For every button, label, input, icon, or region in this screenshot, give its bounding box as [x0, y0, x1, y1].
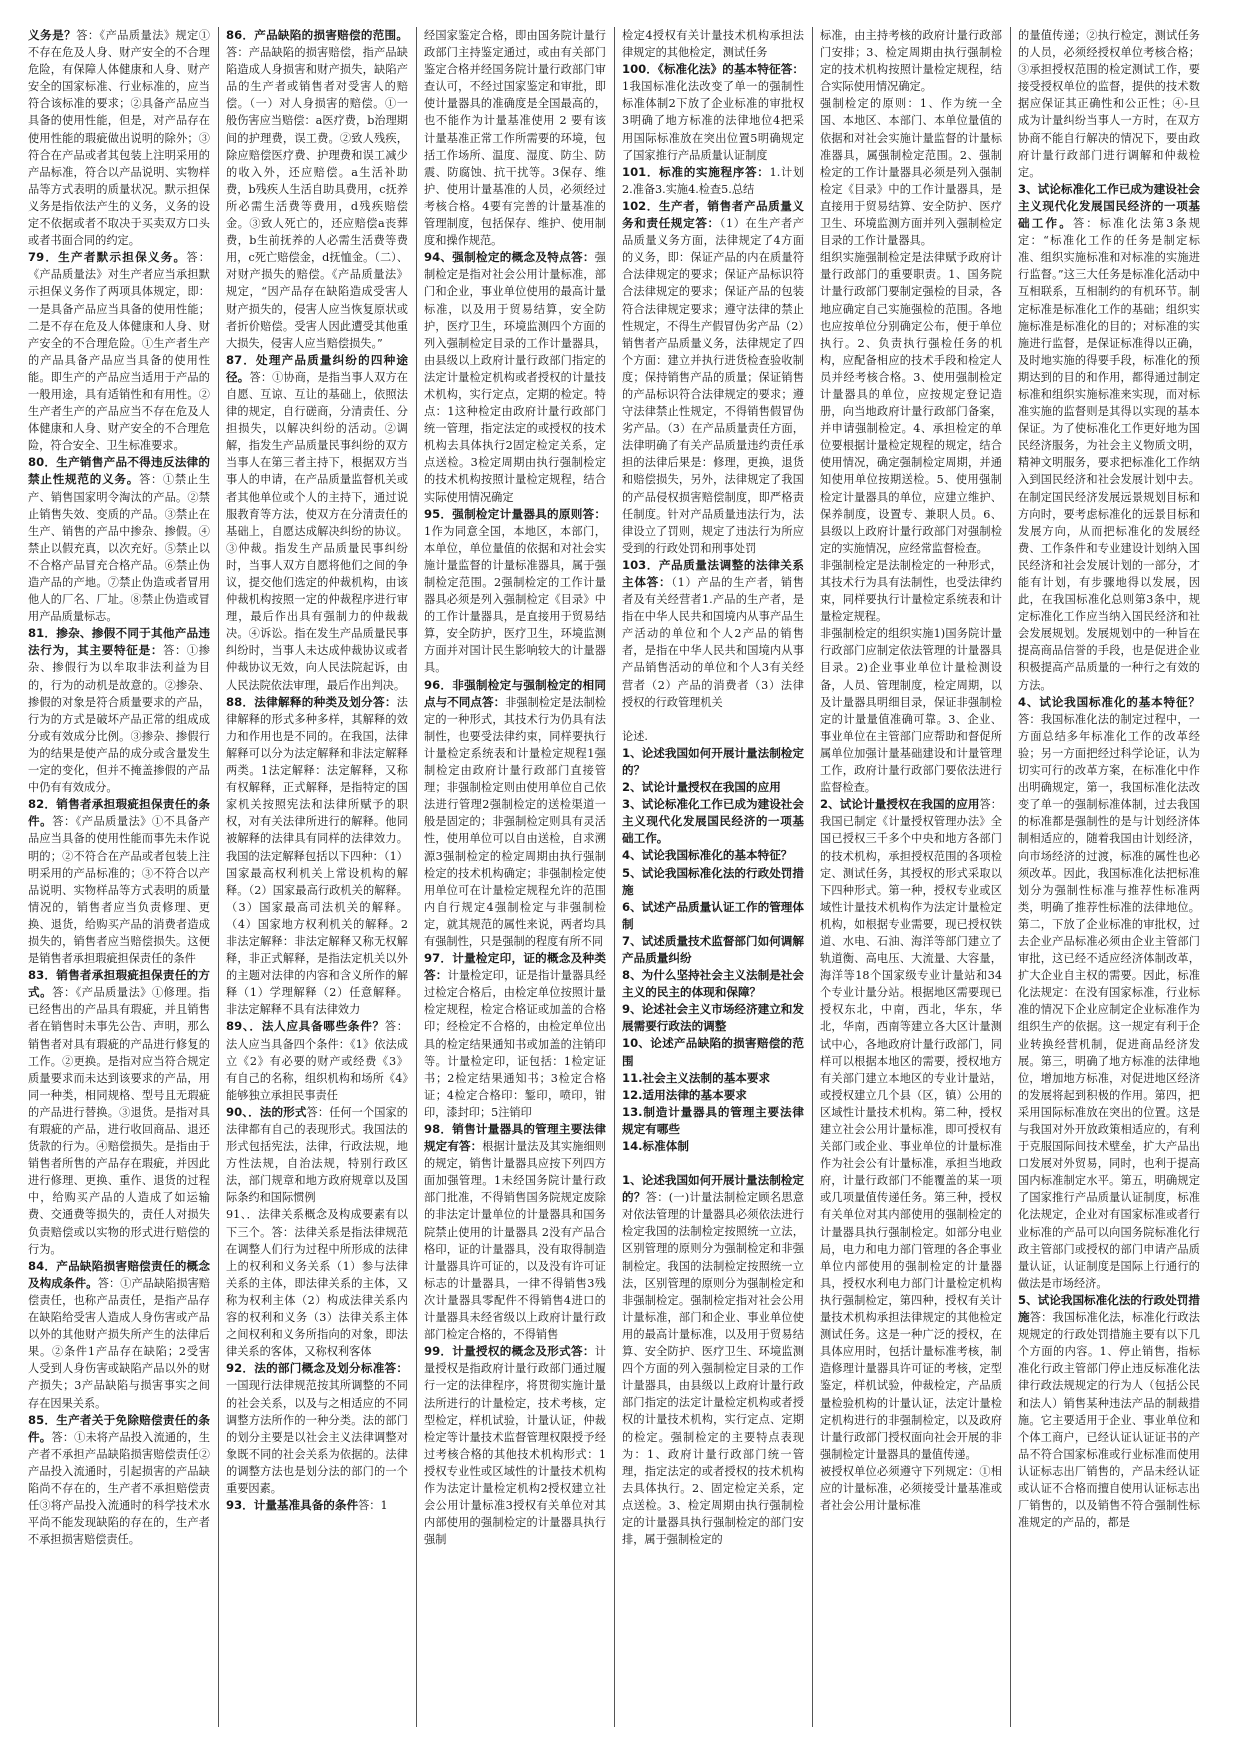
question-heading: 2、试论计量授权在我国的应用 [622, 780, 781, 795]
column-divider [614, 27, 615, 1727]
question-heading: 5、试论我国标准化法的行政处罚措施 [1018, 1292, 1200, 1325]
answer-text: 答：①未将产品投入流通的，生产者不承担产品缺陷损害赔偿责任②产品投入流通时，引起损害的产品缺陷尚不存在的，生产者不承担赔偿责任③将产品投入流通时的科学技术水平尚不能发现缺陷的存在的，生产者不承担损害赔偿责任。 [28, 1430, 210, 1547]
answer-text: 非强制检定是法制检定的一种形式，其技术行为仍具有法制性，也要受法律约束，同样要执行计量检定系统表和计量检定规程1强制检定由政府计量行政部门直接管理；非强制检定则由使用单位自己依法进行管理2强制检定的送检渠道一般是固定的；非强制检定则具有灵活性，使用单位可以自由送检，自求溯源3强制检定的检定周期由执行强制检定的技术机构确定；非强制检定使用单位可在计量检定规程允许的范围内自行规定4强制检定与非强制检定，就其规范的属性来说，两者均具有强制性，只是强制的程度有所不同 [424, 695, 606, 948]
paragraph [622, 1035, 804, 1069]
question-heading: 10、论述产品缺陷的损害赔偿的范围 [622, 1036, 804, 1068]
answer-text: 答：任何一个国家的法律都有自己的表现形式。我国法的形式包括宪法，法律，行政法规，地方性法规，自治法规，特别行政区法，部门规章和地方政府规章以及国际条约和国际惯例 [226, 1105, 408, 1205]
paragraph [622, 899, 804, 933]
paragraph [226, 27, 408, 352]
paragraph [622, 933, 804, 967]
question-heading: 义务是？ [28, 28, 77, 42]
column-6 [1018, 27, 1200, 1727]
paragraph [622, 1070, 804, 1087]
paragraph [622, 1001, 804, 1035]
paragraph [226, 694, 408, 1019]
paragraph [622, 1138, 804, 1155]
question-heading: 103．产品质量法调整的法律关系主体答： [622, 557, 804, 589]
paragraph [226, 1206, 408, 1360]
paragraph [424, 1121, 606, 1343]
paragraph [622, 27, 804, 61]
question-heading: 90、．法的形式 [226, 1104, 307, 1119]
answer-text: 强制检定的原则：1、作为统一全国、本地区、本部门、本单位量值的依据和对社会实施计量监督的计量标准器具，属强制检定范围。2、强制检定的工作计量器具必须是列入强制检定《目录》中的工作计量器具，是直接用于贸易结算、安全防护、医疗卫生、环境监测方面并列入强制检定目录的工作计量器具。 [820, 97, 1002, 248]
question-heading: 92．法的部门概念及划分标准答： [226, 1361, 408, 1376]
question-heading: 95．强制检定计量器具的原则答： [424, 506, 606, 521]
answer-text: 答：①禁止生产、销售国家明令淘汰的产品。②禁止销售失效、变质的产品。③禁止在生产、销售的产品中掺杂、掺假。④禁止以假充真，以次充好。⑤禁止以不合格产品冒充合格产品。⑥禁止伪造产品的产地。⑦禁止伪造或者冒用他人的厂名、厂址。⑧禁止伪造或冒用产品质量标志。 [28, 473, 210, 624]
paragraph [1018, 181, 1200, 694]
column-divider [416, 27, 417, 1727]
question-heading: 1、论述我国如何开展计量法制检定的？ [622, 745, 804, 777]
question-heading: 102．生产者，销售者产品质量义务和责任规定答： [622, 198, 804, 231]
paragraph [226, 352, 408, 694]
question-heading: 81．掺杂、掺假不同于其他产品违法行为，其主要特征是： [28, 626, 210, 658]
paragraph [622, 745, 804, 779]
paragraph [28, 625, 210, 796]
paragraph [622, 967, 804, 1001]
answer-text: 答：《产品质量法》对生产者应当承担默示担保义务作了两项具体规定，即：一是具备产品应当具备的使用性能；二是不存在危及人体健康和人身、财产安全的不合理危险。①生产者生产的产品具备产品应当具备的使用性能。即生产的产品应当适用于产品的一般用途，具有适销性和有用性。②生产者生产的产品应当不存在危及人体健康和人身、财产安全的不合理危险，符合安全、卫生标准要求。 [28, 251, 210, 453]
answer-text: 检定4授权有关计量技术机构承担法律规定的其他检定，测试任务 [622, 29, 804, 60]
column-divider [218, 27, 219, 1727]
question-heading: 97．计量检定印，证的概念及种类答： [424, 951, 606, 983]
question-heading: 1、论述我国如何开展计量法制检定的？ [622, 1173, 804, 1205]
question-heading: 12.适用法律的基本要求 [622, 1087, 747, 1102]
question-heading: 4、试论我国标准化的基本特征？ [622, 848, 793, 863]
paragraph [424, 950, 606, 1121]
paragraph [622, 1172, 804, 1548]
answer-text: 标准，由主持考核的政府计量行政部门安排；3、检定周期由执行强制检定的技术机构按照计量检定规程，结合实际使用情况确定。 [820, 29, 1002, 94]
question-heading: 79．生产者默示担保义务。 [28, 250, 187, 265]
answer-text: 答：①协商，是指当事人双方在自愿、互谅、互让的基础上，依照法律的规定，自行磋商，分清责任、分担损失，以解决纠纷的活动。②调解，指发生产品质量民事纠纷的双方当事人在第三者主持下，根据双方当事人的申请，在产品质量监督机关或者其他单位或个人的主持下，通过说服教育等方法，使双方在分清责任的基础上，自愿达成解决纠纷的协议。③仲裁。指发生产品质量民事纠纷时，当事人双方自愿将他们之间的争议，提交他们选定的仲裁机构，由该仲裁机构按照一定的仲裁程序进行审理，最后作出具有强制力的仲裁裁决。④诉讼。指在发生产品质量民事纠纷时，当事人未达成仲裁协议或者仲裁协议无效，向人民法院起诉，由人民法院依法审理，最后作出判决。 [226, 370, 408, 692]
answer-text: 91、．法律关系概念及构成要素有以下三个。答：法律关系是指法律规范在调整人们行为过程中所形成的法律上的权利和义务关系（1）参与法律关系的主体，即法律关系的主体，又称为权利主体（2）构成法律关系内容的权利和义务（3）法律关系主体之间权利和义务所指向的对象，即法律关系的客体，又称权利客体 [226, 1208, 408, 1359]
question-heading: 4、试论我国标准化的基本特征？ [1018, 694, 1200, 709]
answer-text: 1.计划2.准备3.实施4.检查5.总结 [622, 165, 804, 196]
paragraph [820, 557, 1002, 625]
question-heading: 84．产品缺陷损害赔偿责任的概念及构成条件。 [28, 1258, 210, 1290]
paragraph [622, 865, 804, 899]
paragraph [622, 557, 804, 711]
question-heading: 82．销售者承担瑕疵担保责任的条件。 [28, 797, 210, 829]
question-heading: 87．处理产品质量纠纷的四种途径。 [226, 352, 408, 384]
answer-text: 答：1 [358, 1499, 388, 1513]
question-heading: 101．标准的实施程序答： [622, 164, 770, 179]
answer-text: 非强制检定是法制检定的一种形式，其技术行为具有法制性，也受法律约束，同样要执行计量检定系统表和计量检定规程。 [820, 558, 1002, 624]
question-heading: 83．销售者承担瑕疵担保责任的方式。 [28, 968, 210, 1000]
paragraph [28, 1258, 210, 1412]
paragraph [622, 1155, 804, 1172]
answer-text: 被授权单位必须遵守下列规定：①相应的计量标准，必须接受计量基准或者社会公用计量标准 [820, 1464, 1002, 1513]
column-1 [28, 27, 210, 1727]
answer-text: 经国家鉴定合格，即由国务院计量行政部门主持鉴定通过，或由有关部门鉴定合格并经国务院计量行政部门审查认可，不经过国家鉴定和审批，即使计量器具的准确度是全国最高的，也不能作为计量基准使用 2 要有该计量基准正常工作所需要的环境，包括工作场所、温度、湿度、防尘、防震、防腐蚀、抗干扰等。3保存、维护、使用计量基准的人员，必须经过考核合格。4要有完善的计量基准的管理制度，包括保存、维护、使用制度和操作规范。 [424, 29, 606, 248]
question-heading: 80．生产销售产品不得违反法律的禁止性规范的义务。 [28, 455, 210, 487]
paragraph [226, 1018, 408, 1103]
question-heading: 89、．法人应具备哪些条件？ [226, 1019, 385, 1034]
paragraph [1018, 27, 1200, 181]
answer-text: 计量授权是指政府计量行政部门通过履行一定的法律程序，将贯彻实施计量法所进行的计量检定，技术考核，定型检定，样机试验，计量认证，仲裁检定等计量技术监督管理权限授予经过考核合格的其他技术机构形式：1授权专业性或区域性的计量技术机构作为法定计量检定机构2授权建立社会公用计量标准3授权有关单位对其内部使用的强制检定的计量器具执行强制 [424, 1345, 606, 1547]
column-divider [1010, 27, 1011, 1727]
column-divider [812, 27, 813, 1727]
paragraph [424, 249, 606, 505]
answer-text: 强制检定是指对社会公用计量标准，部门和企业，事业单位使用的最高计量标准，以及用于贸易结算，安全防护，医疗卫生，环境监测四个方面的列入强制检定目录的工作计量器具，由县级以上政府计量行政部门指定的法定计量检定机构或者授权的计量技术机构，实行定点，定期的检定。特点：1这种检定由政府计量行政部门统一管理，指定法定的或授权的技术机构去具体执行2固定检定关系，定点送检。3检定周期由执行强制检定的技术机构按照计量检定规程，结合实际使用情况确定 [424, 251, 606, 504]
answer-text: 答：①产品缺陷损害赔偿责任，也称产品责任，是指产品存在缺陷给受害人造成人身伤害或产品以外的其他财产损失所产生的法律后果。②条件1产品存在缺陷；2受害人受到人身伤害或缺陷产品以外的财产损失；3产品缺陷与损害事实之间存在因果关系。 [28, 1276, 210, 1410]
paragraph [1018, 694, 1200, 1292]
paragraph [820, 249, 1002, 557]
question-heading: 96．非强制检定与强制检定的相同点与不同点答： [424, 677, 606, 709]
paragraph [424, 1343, 606, 1548]
paragraph [820, 1463, 1002, 1514]
paragraph [622, 198, 804, 557]
answer-text: 计量检定印，证是指计量器具经过检定合格后，由检定单位按照计量检定规程，检定合格证或加盖的合格印；经检定不合格的，由检定单位出具的检定结果通知书或加盖的注销印等。计量检定印，证包括：1检定证书；2检定结果通知书；3检定合格证；4检定合格印：錾印，喷印，钳印，漆封印；5注销印 [424, 969, 606, 1119]
question-heading: 3、试论标准化工作已成为建设社会主义现代化发展国民经济的一项基础工作。 [1018, 181, 1200, 231]
question-heading: 86．产品缺陷的损害赔偿的范围。 [226, 28, 408, 42]
paragraph [622, 728, 804, 745]
answer-text: 答：法人应当具备四个条件：《1》依法成立《2》有必要的财产或经费《3》有自己的名称，组织机构和场所《4》能够独立承担民事责任 [226, 1020, 408, 1102]
answer-text: 答：产品缺陷的损害赔偿，指产品缺陷造成人身损害和财产损失，缺陷产品的生产者或销售者对受害人的赔偿。（一）对人身损害的赔偿。①一般伤害应当赔偿：a医疗费，b治理期间的护理费，误工费。②致人残疾，除应赔偿医疗费、护理费和误工减少的收入外，还应赔偿。a生活补助费，b残疾人生活自助具费用，c抚养所必需生活费等费用，d残疾赔偿金。③致人死亡的，还应赔偿a丧葬费，b生前抚养的人必需生活费等费用，c死亡赔偿金，d抚恤金。（二）、对财产损失的赔偿。《产品质量法》规定，“因产品存在缺陷造成受害人财产损失的，侵害人应当恢复原状或者折价赔偿。受害人因此遭受其他重大损失，侵害人应当赔偿损失。” [226, 46, 408, 350]
paragraph [226, 1360, 408, 1497]
answer-text: 答：我国标准化法，标准化行政法规规定的行政处罚措施主要有以下几个方面的内容。1、停止销售，指标准化行政主管部门停止违反标准化法律行政法规规定的行为人（包括公民和法人）销售某种违法产品的制裁措施。它主要适用于企业、事业单位和个体工商户，已经认证认证证书的产品不符合国家标准或行业标准而使用认证标志出厂销售的，产品未经认证或认证不合格而擅自使用认证标志出厂销售的，以及销售不符合强制性标准规定的产品的，都是 [1018, 1311, 1200, 1530]
answer-text: 答：我国已制定《计量授权管理办法》全国已授权三千多个中央和地方各部门的技术机构，承担授权范围的各项检定、测试任务，其授权的形式采取以下四种形式。第一种，授权专业或区域性计量技术机构作为法定计量检定机构，如根据专业需要，现已授权铁道、水电、石油、海洋等部门建立了轨道衡、高电压、大流量、大容量，海洋等18个国家级专业计量站和34个专业计量分站。根据地区需要现已授权东北，中南，西北，华东，华北，华南，西南等建立各大区计量测试中心，各地政府计量行政部门，同样可以根据本地区的需要，授权地方有关部门建立本地区的专业计量站，或授权建立几个县（区，镇）公用的区域性计量技术机构。第二种，授权建立社会公用计量标准，即可授权有关部门或企业、事业单位的计量标准作为社会公有计量标准，承担当地政府，计量行政部门不能覆盖的某一项或几项量值传递任务。第三种，授权有关单位对其内部使用的强制检定的计量器具执行强制检定。如部分电业局，电力和电力部门管理的各企事业单位内部使用的强制检定的计量器具，授权水利电力部门计量检定机构执行强制检定，第四种，授权有关计量技术机构承担法律规定的其他检定测试任务。这是一种广泛的授权，在具体应用时，包括计量标准考核，制造修理计量器具许可证的考核，定型鉴定，样机试验，仲裁检定，产品质量检验机构的计量认证，法定计量检定机构进行的非强制检定，以及政府计量行政部门授权面向社会开展的非强制检定计量器具的量值传递。 [820, 798, 1002, 1461]
question-heading: 99．计量授权的概念及形式答： [424, 1344, 595, 1359]
question-heading: 8、为什么坚持社会主义法制是社会主义的民主的体现和保障？ [622, 968, 804, 1000]
answer-text: 非强制检定的组织实施1)国务院计量行政部门应制定依法管理的计量器具目录。2)企业事业单位计量检测设备，人员、管理制度，检定周期，以及计量器具明细目录，保证非强制检定的计量量值准确可靠。3、企业、事业单位在主管部门应帮助和督促所属单位加强计量基础建设和计量管理工作，政府计量行政部门要依法进行监督检查。 [820, 627, 1002, 795]
question-heading: 93．计量基准具备的条件 [226, 1498, 359, 1513]
answer-text: （1）在生产者产品质量义务方面，法律规定了4方面的义务，即：保证产品的内在质量符合法律规定的要求；保证产品标识符合法律规定的要求；保证产品的包装符合法律规定要求；遵守法律的禁止性规定，不得生产假冒伪劣产品（2）销售者产品质量义务，法律规定了四个方面：建立并执行进货检查验收制度；保持销售产品的质量；保证销售的产品标识符合法律规定的要求；遵守法律禁止性规定，不得销售假冒伪劣产品。（3）在产品质量责任方面，法律明确了有关产品质量违约责任承担的法律后果是：修理，更换，退货和赔偿损失，另外，法律规定了我国的产品侵权损害赔偿制度，即严格责任制度。针对产品质量违法行为，法律设立了罚则，规定了违法行为所应受到的行政处罚和刑事处罚 [622, 217, 804, 555]
answer-text: 的量值传递；②执行检定，测试任务的人员，必须经授权单位考核合格；③承担授权范围的检定测试工作，要接受授权单位的监督，提供的技术数据应保证其正确性和公正性；④-旦成为计量纠纷当事人一方时，在双方协商不能自行解决的情况下，要由政府计量行政部门进行调解和仲裁检定。 [1018, 29, 1200, 179]
paragraph [226, 1497, 408, 1514]
paragraph [622, 1087, 804, 1104]
document-page [28, 27, 1218, 1727]
paragraph [424, 506, 606, 677]
question-heading: 98．销售计量器具的管理主要法律规定有答： [424, 1122, 606, 1154]
paragraph [820, 625, 1002, 796]
question-heading: 100．《标准化法》的基本特征答： [622, 62, 804, 77]
paragraph [28, 1412, 210, 1549]
question-heading: 2、试论计量授权在我国的应用 [820, 797, 980, 812]
question-heading: 11.社会主义法制的基本要求 [622, 1070, 771, 1085]
column-2 [226, 27, 408, 1727]
column-3 [424, 27, 606, 1727]
paragraph [820, 796, 1002, 1463]
answer-text: 1我国标准化法改变了单一的强制性标准体制2下放了企业标准的审批权3明确了地方标准的法律地位4把采用国际标准放在突出位置5明确规定了国家推行产品质量认证制度 [622, 80, 804, 162]
question-heading: 14.标准体制 [622, 1139, 689, 1153]
paragraph [622, 847, 804, 864]
paragraph [820, 95, 1002, 249]
question-heading: 88．法律解释的种类及划分答： [226, 694, 397, 709]
column-4 [622, 27, 804, 1727]
answer-text: 论述. [622, 729, 648, 743]
answer-text: 组织实施强制检定是法律赋予政府计量行政部门的重要职责。1、国务院计量行政部门要制定强检的目录，各地应确定自己实施强检的范围。各地也应按单位分别确定公布，便于单位执行。2、负责执行强检任务的机构，应配备相应的技术手段和检定人员并经考核合格。3、使用强制检定计量器具的单位，应按规定登记造册，向当地政府计量行政部门备案，并申请强制检定。4、承担检定的单位要根据计量检定规程的规定，结合使用情况，确定强制检定周期，并通知使用单位按期送检。5、使用强制检定计量器具的单位，应建立维护、保养制度，设置专、兼职人员。6、县级以上政府计量行政部门对强制检定的实施情况，应经常监督检查。 [820, 251, 1002, 555]
column-5 [820, 27, 1002, 1727]
answer-text: （1）产品的生产者，销售者及有关经营者1.产品的生产者，是指在中华人民共和国境内从事产品生产活动的单位和个人2产品的销售者，是指在中华人民共和国境内从事产品销售活动的单位和个人3有关经营者（2）产品的消费者（3）法律授权的行政管理机关 [622, 576, 804, 709]
question-heading: 9、论述社会主义市场经济建立和发展需要行政法的调整 [622, 1002, 804, 1034]
answer-text: 1作为同意全国，本地区，本部门，本单位，单位量值的依据和对社会实施计量监督的计量标准器具，属于强制检定范围。2强制检定的工作计量器具必须是列入强制检定《目录》中的工作计量器具，是直接用于贸易结算，安全防护，医疗卫生，环境监测方面并对国计民生影响较大的计量器具。 [424, 524, 606, 675]
paragraph [424, 677, 606, 951]
paragraph [622, 1104, 804, 1138]
question-heading: 13.制造计量器具的管理主要法律规定有哪些 [622, 1104, 804, 1136]
answer-text: 根据计量法及其实施细则的规定，销售计量器具应按下列四方面加强管理。1未经国务院计量行政部门批准，不得销售国务院规定废除的非法定计量单位的计量器具和国务院禁止使用的计量器具 2没有产品合格印，证的计量器具，没有取得制造计量器具许可证的，以及没有许可证标志的计量器具，一律不得销售3残次计量器具零配件不得销售4进口的计量器具未经省级以上政府计量行政部门检定合格的，不得销售 [424, 1140, 606, 1342]
answer-text: 答：①掺杂、掺假行为以牟取非法利益为目的，行为的动机是故意的。②掺杂、掺假的对象是符合质量要求的产品，行为的方式是破坏产品正常的组成成分或有效成分比例。③掺杂、掺假行为的结果是使产品的成分或含量发生一定的变化，但并不掩盖掺假的产品中仍有有效成分。 [28, 644, 210, 795]
paragraph [28, 796, 210, 967]
paragraph [28, 454, 210, 625]
paragraph [28, 27, 210, 249]
paragraph [820, 27, 1002, 95]
answer-text: 法律解释的形式多种多样，其解释的效力和作用也是不同的。在我国，法律解释可以分为法定解释和非法定解释两类。1法定解释：法定解释，又称有权解释，正式解释，是指特定的国家机关按照宪法和法律所赋予的职权，对有关法律所进行的解释。他同被解释的法律具有同样的法律效力。我国的法定解释包括以下四种：（1）国家最高权利机关上常设机构的解释。（2）国家最高行政机关的解释。（3）国家最高司法机关的解释。（4）国家地方权利机关的解释。2非法定解释：非法定解释又称无权解释，非正式解释，是指法定机关以外的主题对法律的内容和含义所作的解释（1）学理解释（2）任意解释。非法定解释不具有法律效力 [226, 695, 408, 1017]
paragraph [622, 61, 804, 164]
paragraph [622, 164, 804, 198]
paragraph [1018, 1292, 1200, 1531]
question-heading: 85．生产者关于免除赔偿责任的条件。 [28, 1412, 210, 1444]
question-heading: 6、试述产品质量认证工作的管理体制 [622, 899, 804, 931]
paragraph [424, 27, 606, 249]
question-heading: 3、试论标准化工作已成为建设社会主义现代化发展国民经济的一项基础工作。 [622, 797, 804, 846]
answer-text: 答：我国标准化法的制定过程中，一方面总结多年标准化工作的改革经验；另一方面把经过科学论证，认为切实可行的改革方案，在标准化中作出明确规定，第一，我国标准化法改变了单一的强制标准体制，过去我国的标准都是强制性的是与计划经济体制相适应的，随着我国由计划经济，向市场经济的过渡，标准的属性也必须改革。因此，我国标准化法把标准划分为强制性标准与推荐性标准两类，明确了推荐性标准的法律地位。第二，下放了企业标准的审批权，过去企业产品标准必须由企业主管部门审批，这已经不适应经济体制改革，扩大企业自主权的需要。因此，标准化法规定：在没有国家标准，行业标准的情况下企业应制定企业标准作为组织生产的依据。这一规定有利于企业转换经营机制，促进商品经济发展。第三，明确了地方标准的法律地位，增加地方标准，对促进地区经济的发展将起到积极的作用。第四，把采用国际标准放在突出的位置。这是与我国对外开放政策相适应的，有利于克服国际间技术壁垒，扩大产品出口发展对外贸易，同时，也利于提高国内标准制定水平。第五，明确规定了国家推行产品质量认证制度，标准化法规定，企业对有国家标准或者行业标准的产品可以向国务院标准化行政主管部门或授权的部门申请产品质量认证，认证制度是国际上行通行的做法是市场经济。 [1018, 712, 1200, 1290]
question-heading: 7、试述质量技术监督部门如何调解产品质量纠纷 [622, 933, 804, 965]
paragraph [226, 1104, 408, 1207]
answer-text: 答：《产品质量法》①修理。指已经售出的产品具有瑕疵，并且销售者在销售时未事先公告、声明，那么销售者对具有瑕疵的产品进行修复的工作。②更换。是指对应当符合规定质量要求而未达到该要求的产品，用同一种类，相同规格、型号且无瑕疵的产品进行替换。③退货。是指对具有瑕疵的产品，进行收回商品、退还货款的行为。④赔偿损失。是指由于销售者所售的产品存在瑕疵，并因此进行修理、更换、重作、退货的过程中，给购买产品的人造成了如运输费、交通费等损失的，责任人对损失负责赔偿或以实物的形式进行赔偿的行为。 [28, 986, 210, 1256]
paragraph [28, 249, 210, 454]
answer-text: 一国现行法律规范按其所调整的不同的社会关系，以及与之相适应的不同调整方法所作的一种分类。法的部门的划分主要是以社会主义法律调整对象既不同的社会关系为依据的。法律的调整方法也是划分法的部门的一个重要因素。 [226, 1379, 408, 1495]
answer-text: 答：(一)计量法制检定顾名思意对依法管理的计量器具必须依法进行检定我国的法制检定按照统一立法，区别管理的原则分为强制检定和非强制检定。我国的法制检定按照统一立法，区别管理的原则分为强制检定和非强制检定。强制检定指对社会公用计量标准，部门和企业、事业单位使用的最高计量标准，以及用于贸易结算、安全防护、医疗卫生、环境监测四个方面的列入强制检定目录的工作计量器具，由县级以上政府计量行政部门指定的法定计量检定机构或者授权的计量技术机构，实行定点、定期的检定。强制检定的主要特点表现为：1、政府计量行政部门统一管理，指定法定的或者授权的技术机构去具体执行。2、固定检定关系，定点送检。3、检定周期由执行强制检定的计量器具执行强制检定的部门安排，属于强制检定的 [622, 1191, 804, 1547]
paragraph [28, 967, 210, 1258]
paragraph [622, 711, 804, 728]
answer-text: 答：标准化法第3条规定：“标准化工作的任务是制定标准、组织实施标准和对标准的实施进行监督。”这三大任务是标准化活动中互相联系，互相制约的有机环节。制定标准是标准化工作的基础；组织实施标准是标准化的目的；对标准的实施进行监督，是保证标准得以正确，及时地实施的得要手段，标准化的预期达到的目的和作用，都得通过制定标准和组织实施标准来实现，而对标准实施的监督则是其得以实现的基本保证。为了使标准化工作更好地为国民经济服务，为社会主义物质文明，精神文明服务，要求把标准化工作纳入到国民经济和社会发展计划中去。在制定国民经济发展远景规划目标和方向时，要考虑标准化的远景目标和发展方向，从而把标准化的发展经费、工作条件和专业建设计划纳入国民经济和社会发展计划的一部分，才能有计划，有步骤地得以发展，因此，在我国标准化总则第3条中，规定标准化工作应当纳入国民经济和社会发展规划。发展规划中的一种旨在提高商品信誉的手段，也是促进企业积极提高产品质量的一种行之有效的方法。 [1018, 217, 1200, 692]
question-heading: 94、强制检定的概念及特点答： [424, 250, 595, 265]
paragraph [622, 779, 804, 796]
question-heading: 5、试论我国标准化法的行政处罚措施 [622, 865, 804, 897]
paragraph [622, 796, 804, 847]
answer-text: 答：《产品质量法》①不具备产品应当具备的使用性能而事先未作说明的；②不符合在产品或者包装上注明采用的产品标准的；③不符合以产品说明、实物样品等方式表明的质量情况的，销售者应当负责修理、更换、退货，给购买产品的消费者造成损失的，销售者应当赔偿损失。这便是销售者承担瑕疵担保责任的条件 [28, 815, 210, 966]
answer-text: 答：《产品质量法》规定①不存在危及人身、财产安全的不合理危险，有保障人体健康和人身、财产安全的国家标准、行业标准的，应当符合该标准的要求；②具备产品应当具备的使用性能，但是，对产品存在使用性能的瑕疵做出说明的除外；③符合在产品或者其包装上注明采用的产品标准，符合以产品说明、实物样品等方式表明的质量状况。默示担保义务是指依法产生的义务，义务的设定不依据或者不取决于买卖双方口头或者书面合同的约定。 [28, 29, 210, 248]
